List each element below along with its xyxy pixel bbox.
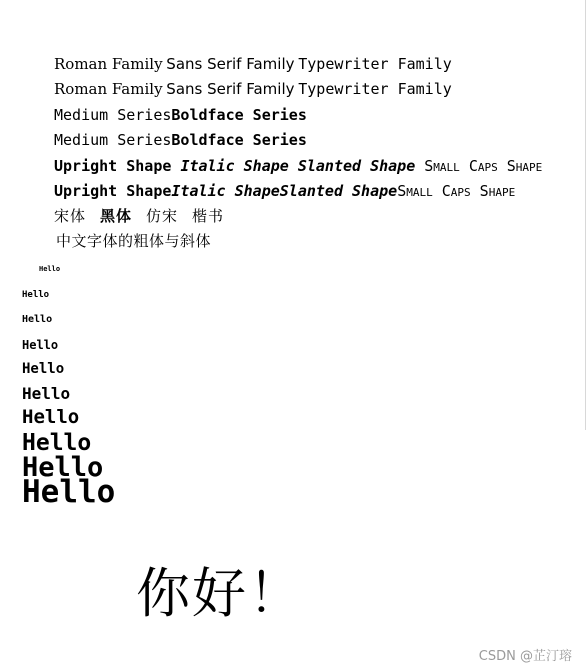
hello-small: Hello (22, 338, 59, 352)
slanted-shape-text-2: Slanted Shape (279, 182, 398, 200)
families-line-2 (54, 80, 452, 99)
upright-shape-text: Upright Shape (54, 157, 172, 175)
medium-series-text: Medium Series (54, 106, 172, 124)
hello-tiny: Hello (39, 265, 61, 273)
hello-large: Hello (22, 384, 71, 403)
kaishu-text: 楷书 (192, 207, 225, 225)
series-line-1 (54, 106, 307, 124)
shapes-line-1 (54, 157, 542, 175)
big-greeting: 你好！ (136, 562, 304, 625)
italic-shape-text-2: Italic Shape (171, 182, 280, 200)
typewriter-family-text-2: Typewriter Family (298, 80, 452, 98)
sans-family-text: Sans Serif Family (166, 55, 295, 73)
chinese-sentence-line (56, 232, 211, 250)
chinese-sentence-text: 中文字体的粗体与斜体 (56, 232, 212, 250)
chinese-fonts-line (54, 207, 224, 225)
medium-series-text-2: Medium Series (54, 131, 172, 149)
hello-Large: Hello (22, 406, 80, 428)
hello-huge: Hello (22, 452, 104, 483)
roman-family-text: Roman Family (54, 55, 163, 73)
roman-family-text-2: Roman Family (54, 80, 163, 98)
shapes-line-2 (54, 182, 515, 200)
songti-text: 宋体 (54, 207, 87, 225)
hello-footnotesize: Hello (22, 314, 53, 325)
slanted-shape-text: Slanted Shape (297, 157, 416, 175)
typewriter-family-text: Typewriter Family (298, 55, 452, 73)
hello-LARGE: Hello (22, 430, 92, 456)
series-line-2 (54, 131, 307, 149)
italic-shape-text: Italic Shape (180, 157, 289, 175)
upright-shape-text-2: Upright Shape (54, 182, 172, 200)
csdn-watermark: CSDN @芷汀瑢 (478, 649, 572, 664)
smallcaps-shape-text: Small Caps Shape (424, 157, 543, 175)
boldface-series-text-2: Boldface Series (171, 131, 307, 149)
families-line-1 (54, 55, 452, 74)
heiti-text: 黑体 (100, 207, 133, 225)
fangsong-text: 仿宋 (146, 207, 179, 225)
hello-Huge: Hello (22, 474, 116, 510)
hello-scriptsize: Hello (22, 290, 50, 300)
smallcaps-shape-text-2: Small Caps Shape (397, 182, 516, 200)
hello-normalsize: Hello (22, 361, 65, 377)
sans-family-text-2: Sans Serif Family (166, 80, 295, 98)
boldface-series-text: Boldface Series (171, 106, 307, 124)
